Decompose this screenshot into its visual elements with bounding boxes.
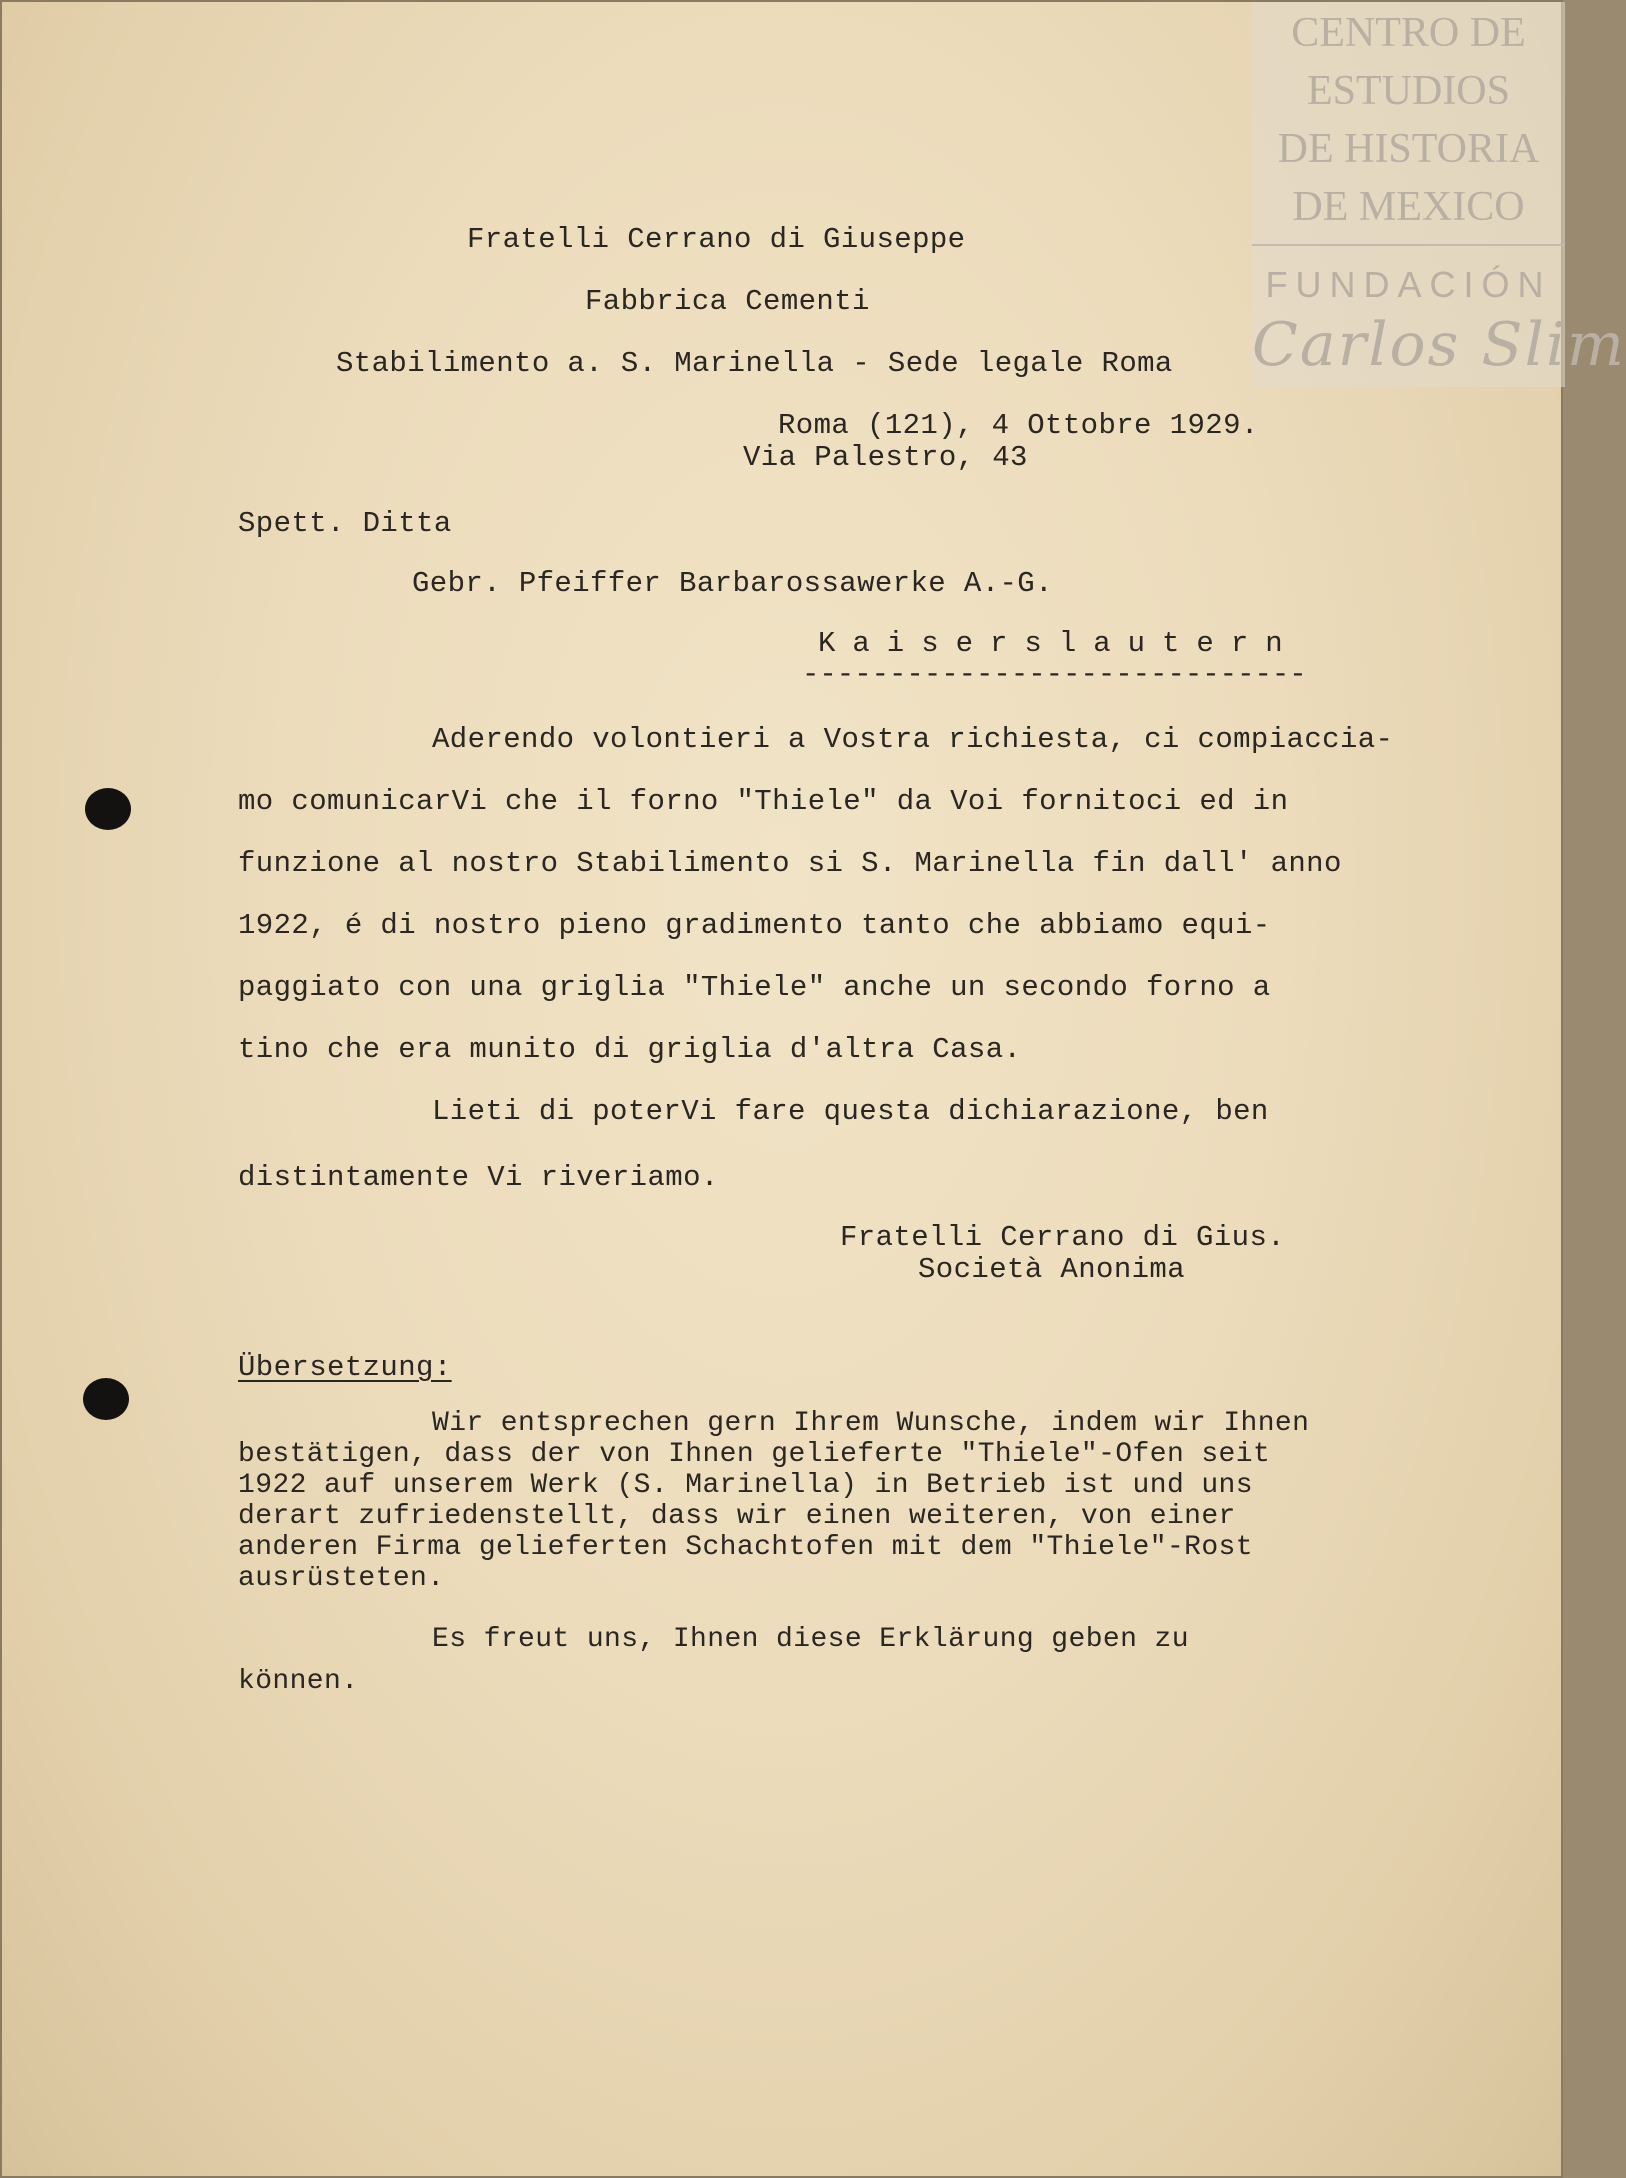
watermark-line-4: DE MEXICO [1292,184,1525,230]
letterhead-location: Stabilimento a. S. Marinella - Sede legale Roma [336,347,1173,380]
body-line-8: distintamente Vi riveriamo. [238,1161,719,1194]
punch-hole-upper [85,788,131,830]
recipient-salutation: Spett. Ditta [238,507,452,540]
watermark-line-2: ESTUDIOS [1306,68,1510,114]
body-line-3: funzione al nostro Stabilimento si S. Marinella fin dall' anno [238,847,1342,880]
watermark-divider [1252,244,1565,246]
letter-date: Roma (121), 4 Ottobre 1929. [778,409,1259,442]
translation-line-1: Wir entsprechen gern Ihrem Wunsche, indem wir Ihnen [432,1408,1310,1439]
letter-address: Via Palestro, 43 [743,441,1028,474]
body-line-5: paggiato con una griglia "Thiele" anche un secondo forno a [238,971,1271,1004]
translation-line-4: derart zufriedenstellt, dass wir einen weiteren, von einer [238,1501,1236,1532]
translation-line-6: ausrüsteten. [238,1563,445,1594]
body-line-4: 1922, é di nostro pieno gradimento tanto che abbiamo equi- [238,909,1271,942]
translation-line-8: können. [238,1666,359,1697]
signature-company: Fratelli Cerrano di Gius. [840,1221,1286,1254]
letterhead-company: Fratelli Cerrano di Giuseppe [467,223,966,256]
watermark-line-1: CENTRO DE [1291,10,1526,56]
punch-hole-lower [83,1378,129,1420]
recipient-name: Gebr. Pfeiffer Barbarossawerke A.-G. [412,567,1053,600]
archive-watermark [1252,2,1626,387]
translation-line-7: Es freut uns, Ihnen diese Erklärung geben zu [432,1624,1189,1655]
signature-type: Società Anonima [918,1253,1186,1286]
translation-line-5: anderen Firma gelieferten Schachtofen mit dem "Thiele"-Rost [238,1532,1253,1563]
body-line-2: mo comunicarVi che il forno "Thiele" da Voi fornitoci ed in [238,785,1289,818]
recipient-city-rule: ----------------------------- [802,658,1307,691]
body-line-1: Aderendo volontieri a Vostra richiesta, ci compiaccia- [432,723,1394,756]
letterhead-business: Fabbrica Cementi [585,285,870,318]
body-line-7: Lieti di poterVi fare questa dichiarazione, ben [432,1095,1269,1128]
translation-line-3: 1922 auf unserem Werk (S. Marinella) in Betrieb ist und uns [238,1470,1253,1501]
recipient-city: Kaiserslautern [818,627,1300,660]
translation-heading: Übersetzung: [238,1351,452,1384]
translation-line-2: bestätigen, dass der von Ihnen gelieferte "Thiele"-Ofen seit [238,1439,1271,1470]
watermark-line-3: DE HISTORIA [1277,126,1540,172]
watermark-signature: Carlos Slim [1252,310,1626,380]
body-line-6: tino che era munito di griglia d'altra Casa. [238,1033,1022,1066]
watermark-fundacion: FUNDACIÓN [1265,264,1552,305]
